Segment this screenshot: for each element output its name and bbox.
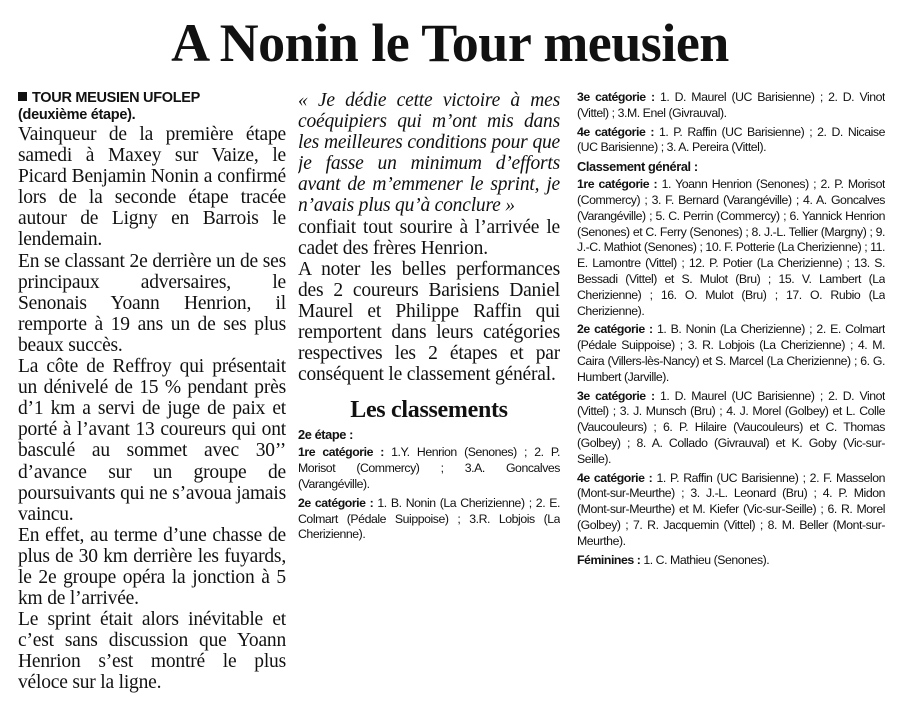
category-label: 2e catégorie :: [298, 495, 374, 510]
result-text: 1.Y. Henrion (Senones) ; 2. P. Morisot (Commercy) ; 3.A. Goncalves (Varangéville).: [298, 445, 560, 491]
category-label: 3e catégorie :: [577, 388, 655, 403]
category-label: 1re catégorie :: [577, 177, 658, 192]
article-paragraph-7: A noter les belles performances des 2 coureurs Barisiens Daniel Maurel et Philippe Raffin qui remportent dans leurs catégories respectives les 2 étapes et par conséquent le classement général.: [298, 258, 560, 386]
category-label: 4e catégorie :: [577, 470, 653, 485]
headline: A Nonin le Tour meusien: [171, 13, 729, 73]
result-text: 1. P. Raffin (UC Barisienne) ; 2. D. Nicaise (UC Barisienne) ; 3. A. Pereira (Vittel).: [577, 124, 885, 155]
article-paragraph-4: En effet, au terme d’une chasse de plus de 30 km derrière les fuyards, le 2e groupe opéra la jonction à 5 km de l’arrivée.: [18, 524, 286, 610]
kicker-line-2: (deuxième étape).: [18, 107, 136, 123]
article-quote: « Je dédie cette victoire à mes coéquipiers qui m’ont mis dans les meilleures conditions pour que je fasse un minimum d’efforts avant de m’emmener le sprint, je n’avais plus qu’à conclure »: [298, 90, 560, 217]
result-text: 1. Yoann Henrion (Senones) ; 2. P. Morisot (Commercy) ; 3. F. Bernard (Varangéville) ; 4. A. Goncalves (Varangéville) ; 5. C. Perrin (Commercy) ; 6. Yannick Henrion (Senones) et C. Ferry (Senones) ; 8. J.-L. Tellier (Margny) ; 9. J.-C. Mathiot (Senones) ; 10. F. Potterie (La Cherizienne) ; 11. E. Lamontre (Vittel) ; 12. P. Potier (La Cherizienne) ; 13. S. Bessadi (Vittel) et S. Mulot (Bru) ; 15. V. Lambert (La Cherizienne) ; 16. O. Mulot (Bru) ; 17. O. Rubio (La Cherizienne).: [577, 177, 885, 318]
classements-title: Les classements: [350, 397, 508, 424]
result-text: 1. P. Raffin (UC Barisienne) ; 2. F. Masselon (Mont-sur-Meurthe) ; 3. J.-L. Leonard (Bru) ; 4. P. Midon (Mont-sur-Meurthe) et M. Kiefer (Vic-sur-Seille) ; 6. R. Morel (Golbey) ; 7. R. Jacquemin (Vittel) ; 8. M. Beller (Mont-sur-Meurthe).: [577, 470, 885, 548]
result-text: 1. C. Mathieu (Senones).: [640, 552, 770, 567]
kicker-line-1: TOUR MEUSIEN UFOLEP: [32, 90, 201, 106]
general-result: [577, 177, 885, 319]
column-1: [18, 90, 286, 694]
etape-result: [298, 496, 560, 543]
category-label: 4e catégorie :: [577, 124, 654, 139]
category-label: 1re catégorie :: [298, 445, 384, 460]
etape-result: [298, 445, 560, 492]
result-text: 1. D. Maurel (UC Barisienne) ; 2. D. Vinot (Vittel) ; 3.M. Enel (Givrauval).: [577, 90, 885, 120]
article-paragraph-1: Vainqueur de la première étape samedi à Maxey sur Vaize, le Picard Benjamin Nonin a confirmé lors de la seconde étape tracée autour de Ligny en Barrois le lendemain.: [18, 124, 286, 251]
general-result: [577, 471, 885, 550]
etape-result: [577, 90, 885, 122]
article-paragraph-3: La côte de Reffroy qui présentait un dénivelé de 15 % pendant près d’1 km a servi de juge de paix et porté à l’avant 13 coureurs qui ont basculé au sommet avec 30’’ d’avance sur un groupe de poursuivants qui ne s’avoua jamais vaincu.: [18, 356, 286, 525]
general-result: [577, 322, 885, 385]
bullet-square-icon: [18, 92, 27, 101]
general-heading: Classement général :: [577, 159, 698, 175]
category-label: 2e catégorie :: [577, 322, 653, 337]
article-paragraph-6: confiait tout sourire à l’arrivée le cadet des frères Henrion.: [298, 216, 560, 259]
result-text: 1. B. Nonin (La Cherizienne) ; 2. E. Colmart (Pédale Suippoise) ; 3.R. Lobjois (La Cherizienne).: [298, 495, 560, 542]
category-label: 3e catégorie :: [577, 90, 655, 104]
column-2: [298, 90, 560, 546]
column-3: [577, 90, 885, 571]
kicker: [18, 90, 286, 124]
article-paragraph-2: En se classant 2e derrière un de ses principaux adversaires, le Senonais Yoann Henrion, il remporte à 19 ans un de ses plus beaux succès.: [18, 250, 286, 356]
result-text: 1. D. Maurel (UC Barisienne) ; 2. D. Vinot (Vittel) ; 3. J. Munsch (Bru) ; 4. J. Morel (Golbey) et L. Colle (Vaucouleurs) ; 6. P. Hilaire (Vaucouleurs) et C. Thomas (Golbey) ; 8. A. Collado (Givrauval) et K. Goby (Vic-sur-Seille).: [577, 388, 885, 466]
article-paragraph-5: Le sprint était alors inévitable et c’est sans discussion que Yoann Henrion s’est montré le plus véloce sur la ligne.: [18, 609, 286, 694]
etape-result: [577, 125, 885, 157]
general-result: [577, 553, 885, 569]
etape-heading: 2e étape :: [298, 427, 354, 443]
general-result: [577, 389, 885, 468]
category-label: Féminines :: [577, 552, 641, 567]
result-text: 1. B. Nonin (La Cherizienne) ; 2. E. Colmart (Pédale Suippoise) ; 3. R. Lobjois (La Cherizienne) ; 4. M. Caira (Villers-lès-Nancy) et S. Marcel (La Cherizienne) ; 6. G. Humbert (Jarville).: [577, 322, 885, 384]
